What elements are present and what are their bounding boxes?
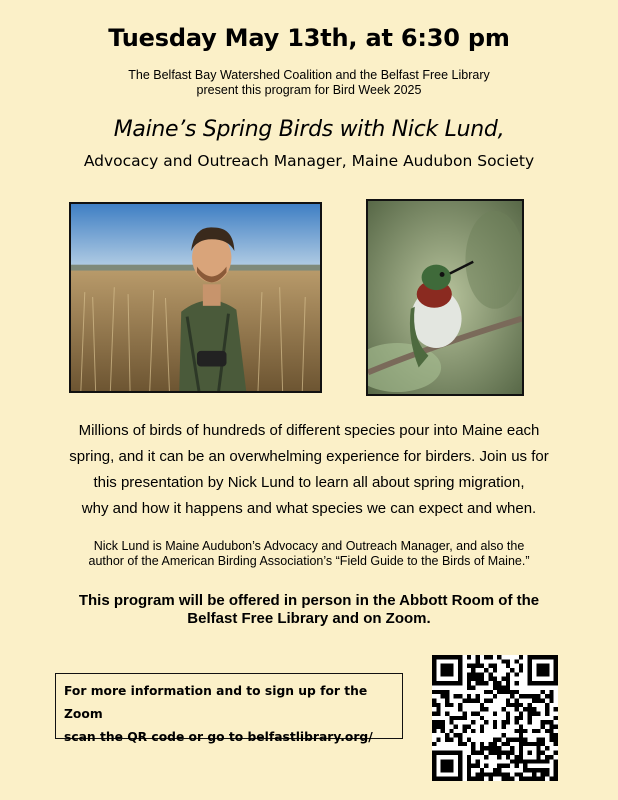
speaker-photo (69, 202, 322, 393)
qr-code-image[interactable] (432, 655, 558, 781)
hummingbird-photo-image (368, 201, 522, 394)
venue-info (0, 592, 618, 628)
venue-line-1: This program will be offered in person in the Abbott Room of the (78, 592, 540, 609)
info-line-1: For more information and to sign up for the Zoom (64, 684, 368, 721)
speaker-photo-image (71, 204, 320, 391)
presenters-text (0, 68, 618, 98)
speaker-role: Advocacy and Outreach Manager, Maine Audubon Society (83, 152, 535, 170)
venue-line-2: Belfast Free Library and on Zoom. (187, 610, 431, 627)
program-title: Maine’s Spring Birds with Nick Lund, (113, 117, 505, 142)
description-line-2: spring, and it can be an overwhelming experience for birders. Join us for (69, 448, 549, 465)
hummingbird-photo (366, 199, 524, 396)
bio-line-1: Nick Lund is Maine Audubon’s Advocacy and Outreach Manager, and also the (93, 539, 525, 553)
info-line-2[interactable]: scan the QR code or go to belfastlibrary.org/ (64, 730, 373, 744)
speaker-bio (0, 539, 618, 569)
description-line-4: why and how it happens and what species we can expect and when. (81, 500, 537, 517)
more-info-box (55, 673, 403, 744)
bio-line-2: author of the American Birding Association’s “Field Guide to the Birds of Maine.” (88, 554, 530, 568)
description-line-1: Millions of birds of hundreds of different species pour into Maine each (78, 422, 540, 439)
presenters-line-1: The Belfast Bay Watershed Coalition and the Belfast Free Library (128, 68, 490, 82)
qr-code[interactable] (432, 655, 558, 781)
presenters-line-2: present this program for Bird Week 2025 (196, 83, 422, 97)
program-description (0, 418, 618, 522)
description-line-3: this presentation by Nick Lund to learn all about spring migration, (93, 474, 525, 491)
event-date-time: Tuesday May 13th, at 6:30 pm (108, 24, 510, 52)
